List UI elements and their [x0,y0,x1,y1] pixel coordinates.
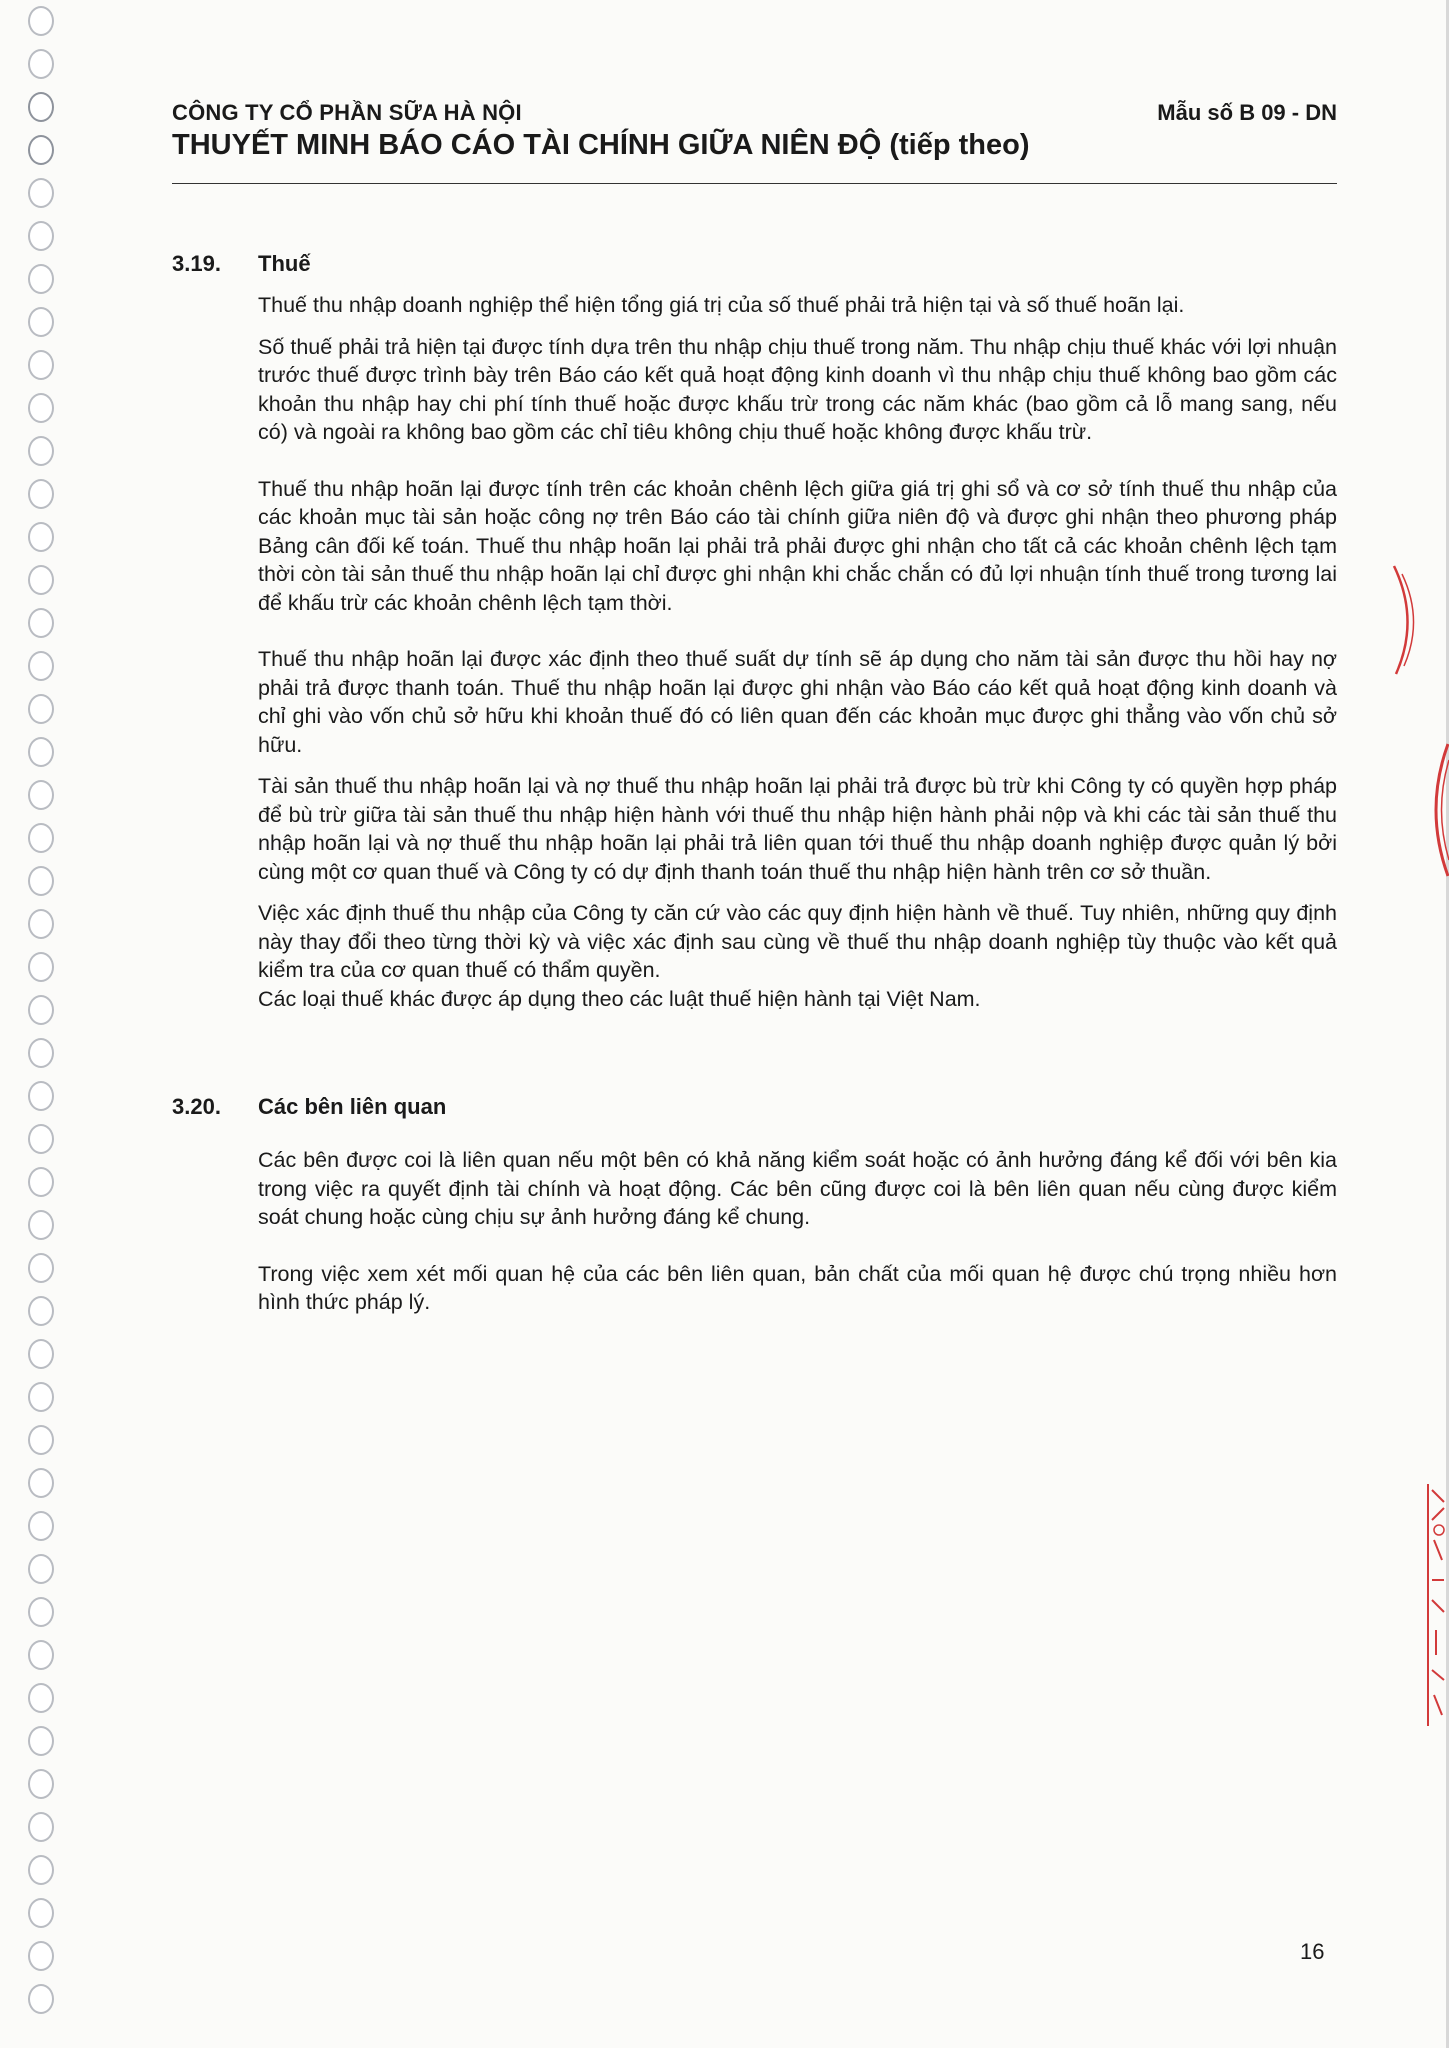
binder-hole [28,737,54,767]
binder-hole [28,1941,54,1971]
binder-hole [28,264,54,294]
binder-hole [28,1468,54,1498]
binder-hole [28,1769,54,1799]
form-code: Mẫu số B 09 - DN [1157,100,1337,125]
paragraph: Thuế thu nhập hoãn lại được xác định theo thuế suất dự tính sẽ áp dụng cho năm tài sản được thu hồi hay nợ phải trả được thanh toán. Thuế thu nhập hoãn lại được ghi nhận vào Báo cáo kết quả hoạt động kinh doanh và chỉ ghi vào vốn chủ sở hữu khi khoản thuế đó có liên quan đến các khoản mục được ghi thẳng vào vốn chủ sở hữu. [258,647,1337,757]
binder-hole [28,135,54,165]
binder-hole [28,1984,54,2014]
binder-hole [28,221,54,251]
binder-hole [28,393,54,423]
binder-hole [28,1554,54,1584]
binder-hole [28,1812,54,1842]
paragraph: Số thuế phải trả hiện tại được tính dựa trên thu nhập chịu thuế trong năm. Thu nhập chịu thuế khác với lợi nhuận trước thuế được trình bày trên Báo cáo kết quả hoạt động kinh doanh vì thu nhập chịu thuế không bao gồm các khoản thu nhập hay chi phí tính thuế hoặc được khấu trừ trong các năm khác (bao gồm cả lỗ mang sang, nếu có) và ngoài ra không bao gồm các chỉ tiêu không chịu thuế hoặc không được khấu trừ. [258,334,1337,444]
section-number: 3.19. [172,251,221,276]
paragraph: Trong việc xem xét mối quan hệ của các bên liên quan, bản chất của mối quan hệ được chú trọng nhiều hơn hình thức pháp lý. [258,1261,1337,1314]
binder-hole [28,1640,54,1670]
binder-hole [28,1296,54,1326]
binder-hole [28,522,54,552]
binder-hole [28,565,54,595]
section-taxes [172,249,1337,1013]
binder-hole [28,694,54,724]
paragraph: Thuế thu nhập doanh nghiệp thể hiện tổng giá trị của số thuế phải trả hiện tại và số thuế hoãn lại. [258,293,1185,317]
binder-hole [28,1425,54,1455]
binder-hole [28,307,54,337]
binder-hole [28,1210,54,1240]
binder-hole [28,995,54,1025]
section-title: Các bên liên quan [258,1094,447,1119]
binder-hole [28,436,54,466]
section-number: 3.20. [172,1094,221,1119]
paragraph: Việc xác định thuế thu nhập của Công ty căn cứ vào các quy định hiện hành về thuế. Tuy nhiên, những quy định này thay đổi theo từng thời kỳ và việc xác định sau cùng về thuế thu nhập doanh nghiệp tùy thuộc vào kết quả kiểm tra của cơ quan thuế có thẩm quyền. [258,901,1337,982]
binder-hole [28,479,54,509]
binder-hole [28,92,54,122]
binder-hole [28,866,54,896]
binder-hole [28,1339,54,1369]
binder-hole [28,651,54,681]
binder-holes [28,6,58,2046]
page-number: 16 [1300,1939,1325,1964]
document-title: THUYẾT MINH BÁO CÁO TÀI CHÍNH GIỮA NIÊN ĐỘ (tiếp theo) [172,129,1030,161]
company-name: CÔNG TY CỔ PHẦN SỮA HÀ NỘI [172,100,522,125]
binder-hole [28,1253,54,1283]
binder-hole [28,1124,54,1154]
binder-hole [28,178,54,208]
binder-hole [28,1511,54,1541]
section-heading [172,1092,1337,1122]
binder-hole [28,780,54,810]
section-related-parties [172,1092,1337,1317]
binder-hole [28,823,54,853]
seal-stamp-icon [1422,1480,1449,1730]
binder-hole [28,1167,54,1197]
binder-hole [28,1081,54,1111]
binder-hole [28,1726,54,1756]
section-title: Thuế [258,251,311,276]
binder-hole [28,1382,54,1412]
paragraph: Thuế thu nhập hoãn lại được tính trên các khoản chênh lệch giữa giá trị ghi sổ và cơ sở tính thuế thu nhập của các khoản mục tài sản hoặc công nợ trên Báo cáo tài chính giữa niên độ và được ghi nhận theo phương pháp Bảng cân đối kế toán. Thuế thu nhập hoãn lại phải trả phải được ghi nhận cho tất cả các khoản chênh lệch tạm thời còn tài sản thuế thu nhập hoãn lại chỉ được ghi nhận khi chắc chắn có đủ lợi nhuận tính thuế trong tương lai để khấu trừ các khoản chênh lệch tạm thời. [258,476,1337,615]
stamp-fragment-icon [1390,560,1430,680]
binder-hole [28,1898,54,1928]
binder-hole [28,49,54,79]
section-heading [172,249,1337,279]
binder-hole [28,1855,54,1885]
stamp-edge-icon [1418,740,1449,880]
binder-hole [28,6,54,36]
binder-hole [28,608,54,638]
binder-hole [28,952,54,982]
binder-hole [28,1597,54,1627]
paragraph: Các bên được coi là liên quan nếu một bên có khả năng kiểm soát hoặc có ảnh hưởng đáng kể đối với bên kia trong việc ra quyết định tài chính và hoạt động. Các bên cũng được coi là bên liên quan nếu cùng được kiểm soát chung hoặc cùng chịu sự ảnh hưởng đáng kể chung. [258,1148,1337,1229]
binder-hole [28,1683,54,1713]
header-divider [172,183,1337,184]
binder-hole [28,909,54,939]
binder-hole [28,1038,54,1068]
paragraph: Các loại thuế khác được áp dụng theo các luật thuế hiện hành tại Việt Nam. [258,986,981,1011]
page-header [172,100,1337,162]
paragraph: Tài sản thuế thu nhập hoãn lại và nợ thuế thu nhập hoãn lại phải trả được bù trừ khi Công ty có quyền hợp pháp để bù trừ giữa tài sản thuế thu nhập hiện hành với thuế thu nhập hiện hành phải nộp và khi các tài sản thuế thu nhập hoãn lại và nợ thuế thu nhập hoãn lại phải trả liên quan tới thuế thu nhập doanh nghiệp được quản lý bởi cùng một cơ quan thuế và Công ty có dự định thanh toán thuế thu nhập hiện hành trên cơ sở thuần. [258,774,1337,884]
binder-hole [28,350,54,380]
